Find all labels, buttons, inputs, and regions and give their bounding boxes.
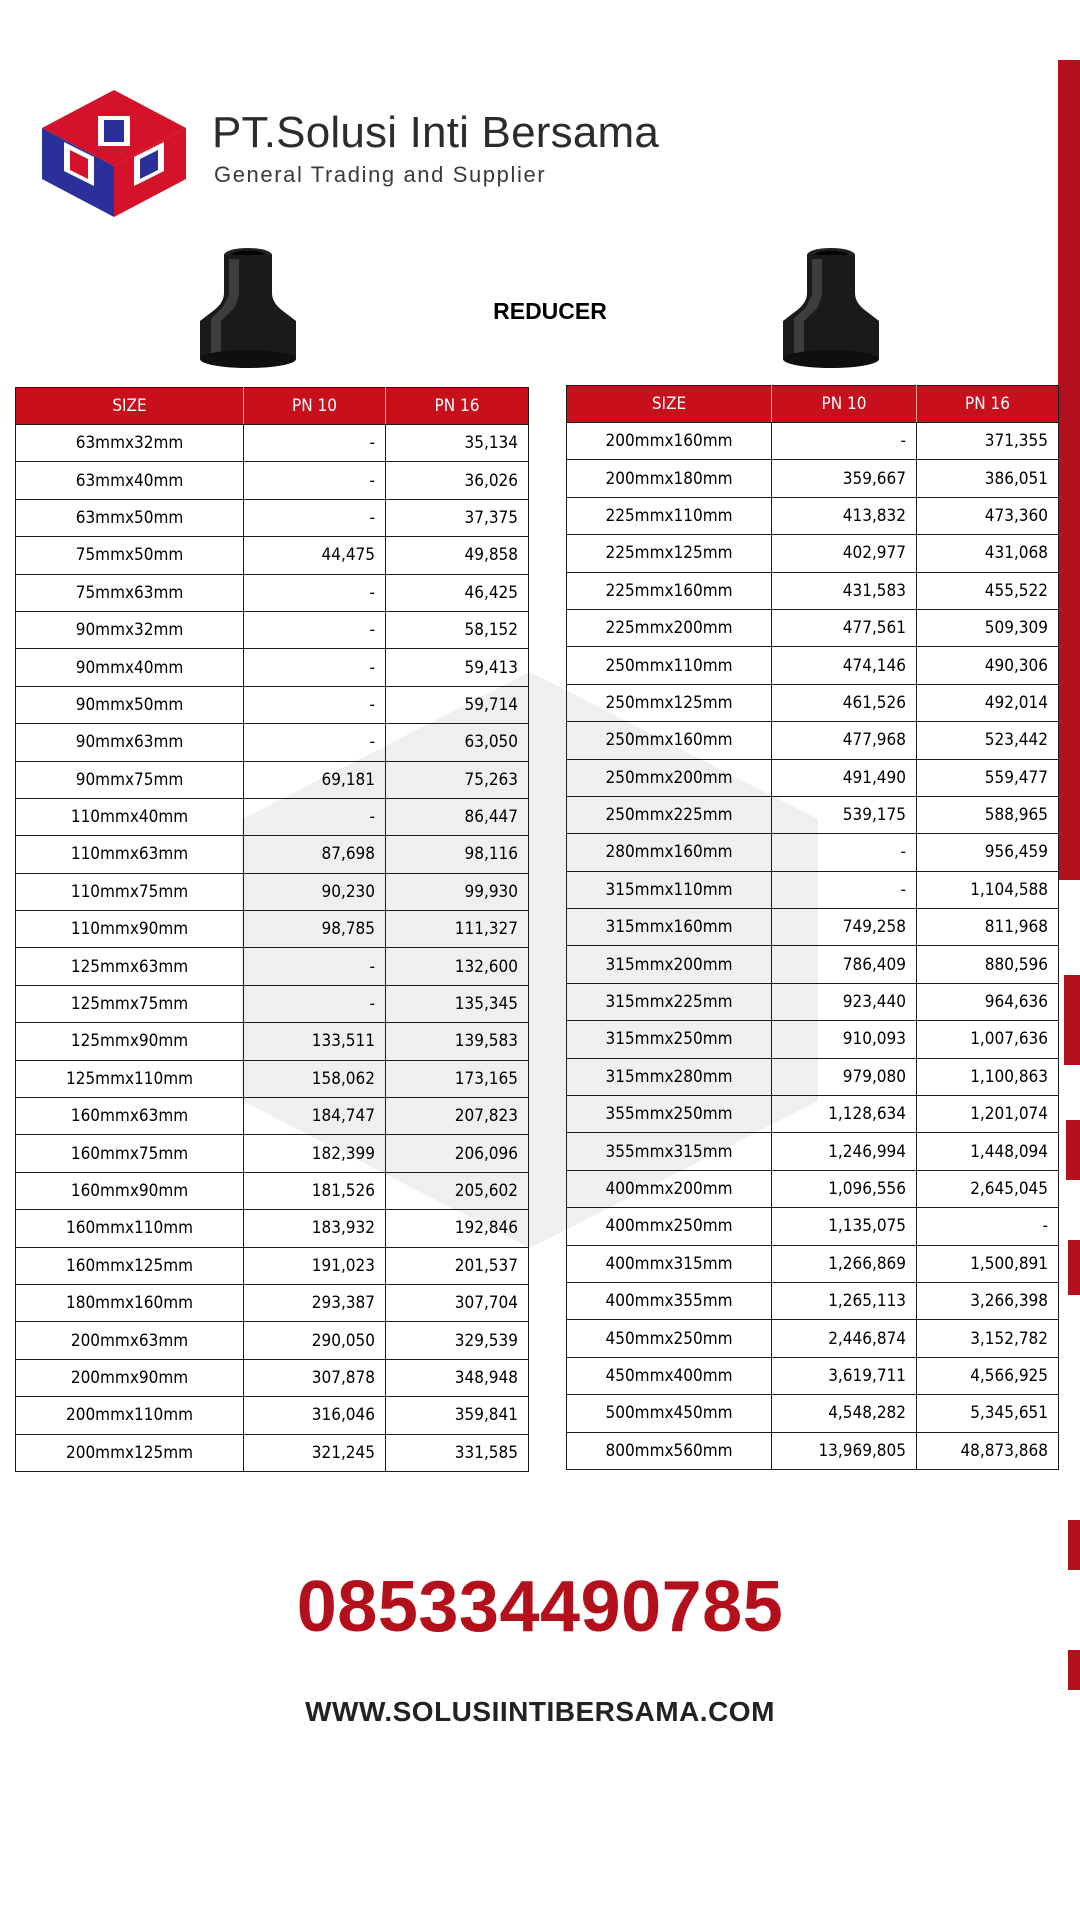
pn10-price-cell: 539,175 <box>772 796 917 833</box>
size-cell: 125mmx63mm <box>16 948 244 985</box>
pn16-price-cell: 3,266,398 <box>917 1282 1059 1319</box>
pn10-price-cell: - <box>244 425 386 462</box>
size-cell: 400mmx200mm <box>567 1170 772 1207</box>
pn16-price-cell: 111,327 <box>386 911 529 948</box>
pn16-price-cell: - <box>917 1208 1059 1245</box>
table-row <box>16 911 529 948</box>
table-row <box>567 535 1059 572</box>
pn10-price-cell: 491,490 <box>772 759 917 796</box>
table-row <box>567 1357 1059 1394</box>
website-link[interactable]: WWW.SOLUSIINTIBERSAMA.COM <box>305 1696 775 1727</box>
price-table-right <box>566 385 1059 1470</box>
table-row <box>16 761 529 798</box>
table-row <box>16 537 529 574</box>
pn16-price-cell: 59,413 <box>386 649 529 686</box>
pn10-price-cell: 69,181 <box>244 761 386 798</box>
pn16-price-cell: 1,448,094 <box>917 1133 1059 1170</box>
pn10-price-cell: 413,832 <box>772 497 917 534</box>
size-cell: 63mmx50mm <box>16 499 244 536</box>
pn16-price-cell: 132,600 <box>386 948 529 985</box>
pn16-price-cell: 509,309 <box>917 609 1059 646</box>
pn16-price-cell: 135,345 <box>386 985 529 1022</box>
size-header: SIZE <box>16 388 244 425</box>
pn16-price-cell: 49,858 <box>386 537 529 574</box>
pn16-price-cell: 455,522 <box>917 572 1059 609</box>
pn16-price-cell: 207,823 <box>386 1098 529 1135</box>
pn16-price-cell: 880,596 <box>917 946 1059 983</box>
pn10-price-cell: 321,245 <box>244 1434 386 1471</box>
size-cell: 800mmx560mm <box>567 1432 772 1469</box>
size-cell: 500mmx450mm <box>567 1395 772 1432</box>
table-row <box>16 724 529 761</box>
pn10-price-cell: - <box>244 649 386 686</box>
pn16-price-cell: 4,566,925 <box>917 1357 1059 1394</box>
table-row <box>567 946 1059 983</box>
pn10-price-cell: 183,932 <box>244 1210 386 1247</box>
pn16-header: PN 16 <box>386 388 529 425</box>
pn16-price-cell: 36,026 <box>386 462 529 499</box>
table-row <box>567 1021 1059 1058</box>
pn10-header: PN 10 <box>772 386 917 423</box>
pn10-price-cell: 2,446,874 <box>772 1320 917 1357</box>
pn16-price-cell: 492,014 <box>917 684 1059 721</box>
size-cell: 125mmx75mm <box>16 985 244 1022</box>
table-row <box>16 1359 529 1396</box>
size-cell: 110mmx90mm <box>16 911 244 948</box>
reducer-product-image <box>193 245 303 371</box>
size-cell: 450mmx250mm <box>567 1320 772 1357</box>
table-row <box>567 909 1059 946</box>
pn16-price-cell: 523,442 <box>917 722 1059 759</box>
pn16-price-cell: 473,360 <box>917 497 1059 534</box>
table-row <box>567 647 1059 684</box>
pn10-price-cell: - <box>244 798 386 835</box>
size-cell: 160mmx75mm <box>16 1135 244 1172</box>
size-cell: 160mmx110mm <box>16 1210 244 1247</box>
size-cell: 110mmx40mm <box>16 798 244 835</box>
table-row <box>16 948 529 985</box>
pn16-price-cell: 37,375 <box>386 499 529 536</box>
size-cell: 400mmx250mm <box>567 1208 772 1245</box>
table-row <box>16 611 529 648</box>
pn10-price-cell: 182,399 <box>244 1135 386 1172</box>
size-cell: 355mmx250mm <box>567 1096 772 1133</box>
table-row <box>567 1208 1059 1245</box>
pn16-price-cell: 48,873,868 <box>917 1432 1059 1469</box>
pn10-price-cell: 307,878 <box>244 1359 386 1396</box>
pn10-price-cell: - <box>772 834 917 871</box>
pn10-price-cell: 90,230 <box>244 873 386 910</box>
table-row <box>567 1282 1059 1319</box>
pn10-price-cell: - <box>244 985 386 1022</box>
price-table-left <box>15 387 529 1472</box>
size-cell: 125mmx110mm <box>16 1060 244 1097</box>
pn16-price-cell: 1,104,588 <box>917 871 1059 908</box>
table-row <box>16 462 529 499</box>
table-row <box>16 1023 529 1060</box>
pn10-price-cell: 359,667 <box>772 460 917 497</box>
pn10-price-cell: 98,785 <box>244 911 386 948</box>
table-header-row <box>16 388 529 425</box>
right-edge-fragment <box>1064 975 1080 1065</box>
pn16-price-cell: 75,263 <box>386 761 529 798</box>
table-header-row <box>567 386 1059 423</box>
pn10-price-cell: 431,583 <box>772 572 917 609</box>
table-row <box>16 1210 529 1247</box>
pn16-price-cell: 59,714 <box>386 686 529 723</box>
size-cell: 250mmx160mm <box>567 722 772 759</box>
size-cell: 200mmx125mm <box>16 1434 244 1471</box>
pn10-price-cell: 979,080 <box>772 1058 917 1095</box>
pn16-price-cell: 35,134 <box>386 425 529 462</box>
pn16-price-cell: 3,152,782 <box>917 1320 1059 1357</box>
pn16-price-cell: 348,948 <box>386 1359 529 1396</box>
pn16-price-cell: 431,068 <box>917 535 1059 572</box>
pn10-price-cell: 184,747 <box>244 1098 386 1135</box>
table-row <box>16 1397 529 1434</box>
size-cell: 200mmx90mm <box>16 1359 244 1396</box>
size-cell: 90mmx32mm <box>16 611 244 648</box>
brand-name: PT.Solusi Inti Bersama <box>212 108 660 157</box>
pn16-price-cell: 811,968 <box>917 909 1059 946</box>
pn10-price-cell: 13,969,805 <box>772 1432 917 1469</box>
pn10-price-cell: 923,440 <box>772 983 917 1020</box>
right-edge-fragment <box>1068 1650 1080 1690</box>
size-cell: 200mmx110mm <box>16 1397 244 1434</box>
right-edge-fragment <box>1068 1520 1080 1570</box>
pn16-price-cell: 490,306 <box>917 647 1059 684</box>
pn16-price-cell: 192,846 <box>386 1210 529 1247</box>
size-cell: 160mmx90mm <box>16 1172 244 1209</box>
pn16-price-cell: 2,645,045 <box>917 1170 1059 1207</box>
table-row <box>16 1098 529 1135</box>
size-cell: 110mmx75mm <box>16 873 244 910</box>
pn10-price-cell: 181,526 <box>244 1172 386 1209</box>
pn10-price-cell: - <box>244 948 386 985</box>
table-row <box>567 1395 1059 1432</box>
pn16-header: PN 16 <box>917 386 1059 423</box>
size-cell: 160mmx63mm <box>16 1098 244 1135</box>
pn10-price-cell: - <box>772 423 917 460</box>
table-row <box>567 423 1059 460</box>
size-cell: 315mmx200mm <box>567 946 772 983</box>
pn10-price-cell: - <box>244 574 386 611</box>
pn10-price-cell: 749,258 <box>772 909 917 946</box>
size-cell: 225mmx125mm <box>567 535 772 572</box>
size-cell: 225mmx160mm <box>567 572 772 609</box>
right-edge-fragment <box>1066 1120 1080 1180</box>
size-cell: 250mmx125mm <box>567 684 772 721</box>
pn16-price-cell: 1,500,891 <box>917 1245 1059 1282</box>
pn16-price-cell: 1,100,863 <box>917 1058 1059 1095</box>
pn10-price-cell: 910,093 <box>772 1021 917 1058</box>
pn16-price-cell: 63,050 <box>386 724 529 761</box>
pn10-price-cell: 402,977 <box>772 535 917 572</box>
table-row <box>567 759 1059 796</box>
table-row <box>16 425 529 462</box>
pn10-price-cell: 1,128,634 <box>772 1096 917 1133</box>
pn10-header: PN 10 <box>244 388 386 425</box>
pn10-price-cell: 1,135,075 <box>772 1208 917 1245</box>
table-row <box>567 796 1059 833</box>
pn10-price-cell: 158,062 <box>244 1060 386 1097</box>
table-row <box>16 1434 529 1471</box>
size-cell: 250mmx200mm <box>567 759 772 796</box>
right-edge-fragment <box>1068 1240 1080 1295</box>
pn10-price-cell: - <box>244 686 386 723</box>
table-row <box>567 572 1059 609</box>
pn16-price-cell: 86,447 <box>386 798 529 835</box>
right-edge-stripe <box>1058 60 1080 880</box>
table-row <box>567 1320 1059 1357</box>
pn10-price-cell: - <box>772 871 917 908</box>
size-cell: 315mmx110mm <box>567 871 772 908</box>
size-cell: 63mmx32mm <box>16 425 244 462</box>
size-cell: 315mmx280mm <box>567 1058 772 1095</box>
size-cell: 90mmx63mm <box>16 724 244 761</box>
size-cell: 315mmx160mm <box>567 909 772 946</box>
cube-logo-icon <box>34 86 194 221</box>
size-cell: 400mmx315mm <box>567 1245 772 1282</box>
pn16-price-cell: 98,116 <box>386 836 529 873</box>
pn10-price-cell: - <box>244 462 386 499</box>
pn16-price-cell: 46,425 <box>386 574 529 611</box>
table-row <box>16 1060 529 1097</box>
pn16-price-cell: 1,201,074 <box>917 1096 1059 1133</box>
pn10-price-cell: - <box>244 499 386 536</box>
pn10-price-cell: 474,146 <box>772 647 917 684</box>
pn16-price-cell: 588,965 <box>917 796 1059 833</box>
pn16-price-cell: 307,704 <box>386 1284 529 1321</box>
size-cell: 225mmx200mm <box>567 609 772 646</box>
product-title: REDUCER <box>493 298 607 324</box>
size-cell: 110mmx63mm <box>16 836 244 873</box>
table-row <box>16 873 529 910</box>
size-cell: 315mmx225mm <box>567 983 772 1020</box>
table-row <box>567 871 1059 908</box>
pn10-price-cell: 4,548,282 <box>772 1395 917 1432</box>
pn16-price-cell: 206,096 <box>386 1135 529 1172</box>
table-row <box>16 686 529 723</box>
pn10-price-cell: 133,511 <box>244 1023 386 1060</box>
pn16-price-cell: 99,930 <box>386 873 529 910</box>
pn10-price-cell: 87,698 <box>244 836 386 873</box>
pn10-price-cell: 1,246,994 <box>772 1133 917 1170</box>
table-row <box>16 649 529 686</box>
table-row <box>567 497 1059 534</box>
table-row <box>16 1322 529 1359</box>
size-cell: 200mmx160mm <box>567 423 772 460</box>
table-row <box>16 1172 529 1209</box>
size-cell: 90mmx40mm <box>16 649 244 686</box>
size-header: SIZE <box>567 386 772 423</box>
table-row <box>567 684 1059 721</box>
pn16-price-cell: 331,585 <box>386 1434 529 1471</box>
table-row <box>567 722 1059 759</box>
pn10-price-cell: 293,387 <box>244 1284 386 1321</box>
pn16-price-cell: 58,152 <box>386 611 529 648</box>
pn10-price-cell: 461,526 <box>772 684 917 721</box>
table-row <box>567 1170 1059 1207</box>
pn10-price-cell: 44,475 <box>244 537 386 574</box>
table-row <box>16 798 529 835</box>
pn10-price-cell: - <box>244 611 386 648</box>
pn16-price-cell: 329,539 <box>386 1322 529 1359</box>
size-cell: 250mmx110mm <box>567 647 772 684</box>
table-row <box>16 1247 529 1284</box>
pn10-price-cell: 290,050 <box>244 1322 386 1359</box>
size-cell: 315mmx250mm <box>567 1021 772 1058</box>
size-cell: 355mmx315mm <box>567 1133 772 1170</box>
pn10-price-cell: 1,266,869 <box>772 1245 917 1282</box>
pn16-price-cell: 956,459 <box>917 834 1059 871</box>
pn10-price-cell: 1,096,556 <box>772 1170 917 1207</box>
pn16-price-cell: 173,165 <box>386 1060 529 1097</box>
table-row <box>16 1284 529 1321</box>
pn10-price-cell: 1,265,113 <box>772 1282 917 1319</box>
table-row <box>567 609 1059 646</box>
size-cell: 180mmx160mm <box>16 1284 244 1321</box>
table-row <box>16 499 529 536</box>
pn16-price-cell: 201,537 <box>386 1247 529 1284</box>
size-cell: 280mmx160mm <box>567 834 772 871</box>
pn10-price-cell: 191,023 <box>244 1247 386 1284</box>
table-row <box>16 836 529 873</box>
table-row <box>16 1135 529 1172</box>
pn16-price-cell: 386,051 <box>917 460 1059 497</box>
table-row <box>567 1096 1059 1133</box>
size-cell: 200mmx63mm <box>16 1322 244 1359</box>
size-cell: 450mmx400mm <box>567 1357 772 1394</box>
size-cell: 125mmx90mm <box>16 1023 244 1060</box>
size-cell: 90mmx75mm <box>16 761 244 798</box>
pn16-price-cell: 359,841 <box>386 1397 529 1434</box>
pn10-price-cell: 477,968 <box>772 722 917 759</box>
size-cell: 250mmx225mm <box>567 796 772 833</box>
pn10-price-cell: 3,619,711 <box>772 1357 917 1394</box>
pn16-price-cell: 964,636 <box>917 983 1059 1020</box>
pn16-price-cell: 371,355 <box>917 423 1059 460</box>
pn10-price-cell: 786,409 <box>772 946 917 983</box>
pn10-price-cell: - <box>244 724 386 761</box>
pn16-price-cell: 559,477 <box>917 759 1059 796</box>
size-cell: 160mmx125mm <box>16 1247 244 1284</box>
size-cell: 90mmx50mm <box>16 686 244 723</box>
pn10-price-cell: 477,561 <box>772 609 917 646</box>
brand-tagline: General Trading and Supplier <box>214 162 547 187</box>
size-cell: 75mmx50mm <box>16 537 244 574</box>
phone-number[interactable]: 085334490785 <box>296 1567 784 1647</box>
size-cell: 75mmx63mm <box>16 574 244 611</box>
pn16-price-cell: 5,345,651 <box>917 1395 1059 1432</box>
pn16-price-cell: 205,602 <box>386 1172 529 1209</box>
table-row <box>567 1133 1059 1170</box>
table-row <box>567 1245 1059 1282</box>
size-cell: 200mmx180mm <box>567 460 772 497</box>
table-row <box>567 1432 1059 1469</box>
table-row <box>567 1058 1059 1095</box>
pn16-price-cell: 139,583 <box>386 1023 529 1060</box>
size-cell: 400mmx355mm <box>567 1282 772 1319</box>
table-row <box>567 983 1059 1020</box>
table-row <box>567 834 1059 871</box>
table-row <box>16 985 529 1022</box>
table-row <box>567 460 1059 497</box>
size-cell: 63mmx40mm <box>16 462 244 499</box>
table-row <box>16 574 529 611</box>
pn16-price-cell: 1,007,636 <box>917 1021 1059 1058</box>
pn10-price-cell: 316,046 <box>244 1397 386 1434</box>
size-cell: 225mmx110mm <box>567 497 772 534</box>
reducer-product-image <box>776 245 886 371</box>
